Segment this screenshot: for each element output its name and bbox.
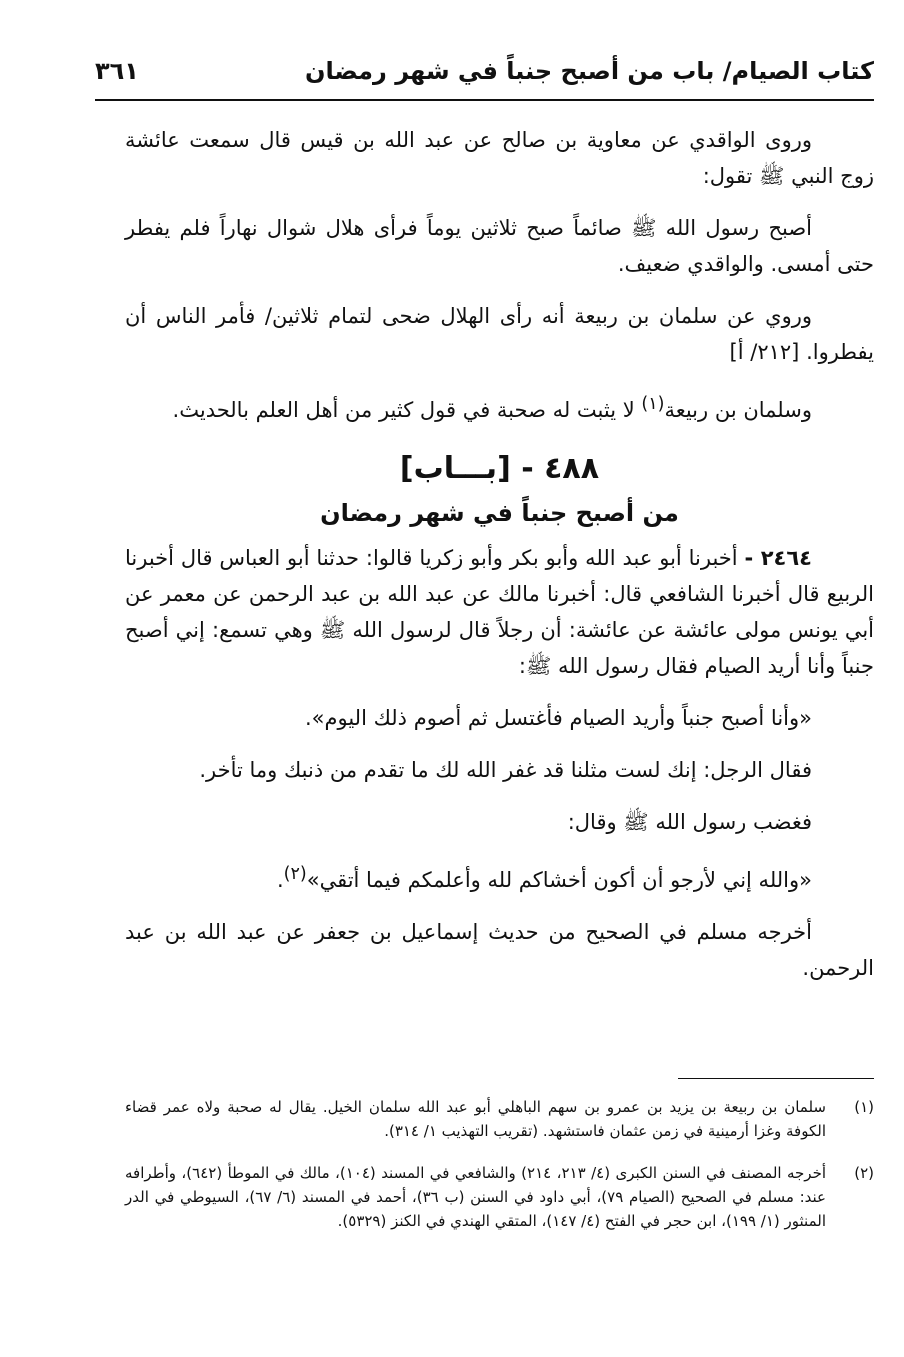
hadith-isnad-text: أخبرنا أبو عبد الله وأبو بكر وأبو زكريا قالوا: حدثنا أبو العباس قال أخبرنا الربيع قال أخبرنا الشافعي قال: أخبرنا مالك عن عبد الله بن عبد الرحمن عن معمر عن أبي يونس مولى عائشة عن عائشة: أن رجلاً قال لرسول الله ﷺ وهي تسمع: إني أصبح جنباً وأنا أريد الصيام فقال رسول الله ﷺ: bbox=[125, 546, 874, 678]
paragraph-salman-companionship bbox=[125, 386, 874, 428]
footnote-1-text: سلمان بن ربيعة بن يزيد بن عمرو بن سهم الباهلي أبو عبد الله سلمان الخيل. يقال له صحبة ولاه عمر قضاء الكوفة وغزا أرمينية في زمن عثمان فاستشهد. (تقريب التهذيب ١/ ٣١٤). bbox=[125, 1098, 826, 1140]
running-header bbox=[95, 55, 874, 101]
hadith-number: ٢٤٦٤ - bbox=[744, 546, 812, 570]
takhrij-paragraph: أخرجه مسلم في الصحيح من حديث إسماعيل بن جعفر عن عبد الله بن عبد الرحمن. bbox=[125, 920, 874, 980]
salman-report-text: وروي عن سلمان بن ربيعة أنه رأى الهلال ضحى لتمام ثلاثين/ فأمر الناس أن يفطروا. bbox=[125, 304, 874, 364]
footnote-1-mark: (١) bbox=[854, 1098, 874, 1116]
hadith-quote-2-end: . bbox=[276, 868, 284, 892]
footnotes bbox=[125, 1095, 874, 1251]
paragraph-hilal-report: أصبح رسول الله ﷺ صائماً صبح ثلاثين يوماً فرأى هلال شوال نهاراً فلم يفطر حتى أمسى. والواقدي ضعيف. bbox=[125, 216, 874, 276]
main-text bbox=[125, 122, 874, 1002]
salman-text-end: لا يثبت له صحبة في قول كثير من أهل العلم بالحديث. bbox=[172, 398, 642, 422]
chapter-title: من أصبح جنباً في شهر رمضان bbox=[320, 499, 679, 527]
paragraph-waqidi-isnad: وروى الواقدي عن معاوية بن صالح عن عبد الله بن قيس قال سمعت عائشة زوج النبي ﷺ تقول: bbox=[125, 128, 874, 188]
footnote-ref-1[interactable]: (١) bbox=[641, 394, 665, 414]
hadith-anger-line: فغضب رسول الله ﷺ وقال: bbox=[567, 810, 812, 834]
hadith-man-reply: فقال الرجل: إنك لست مثلنا قد غفر الله لك ما تقدم من ذنبك وما تأخر. bbox=[199, 758, 812, 782]
manuscript-folio-ref: [٢١٢/ أ] bbox=[729, 340, 800, 364]
hadith-isnad bbox=[125, 540, 874, 684]
footnote-2-text: أخرجه المصنف في السنن الكبرى (٤/ ٢١٣، ٢١٤) والشافعي في المسند (١٠٤)، مالك في الموطأ (٦٤٢)، وأطرافه عند: مسلم في الصحيح (الصيام ٧٩)، أبي داود في السنن (ب ٣٦)، أحمد في المسند (٦/ ٦٧)، السيوطي في الدر المنثور (١/ ١٩٩)، ابن حجر في الفتح (٤/ ١٤٧)، المتقي الهندي في الكنز (٥٣٢٩). bbox=[125, 1164, 827, 1230]
page-number: ٣٦١ bbox=[95, 57, 139, 85]
chapter-heading bbox=[125, 444, 874, 532]
footnote-2 bbox=[125, 1161, 874, 1233]
hadith-quote-2-text: «والله إني لأرجو أن أكون أخشاكم لله وأعلمكم فيما أتقي» bbox=[306, 868, 812, 892]
hadith-quote-1: «وأنا أصبح جنباً وأريد الصيام فأغتسل ثم أصوم ذلك اليوم». bbox=[304, 706, 812, 730]
footnote-2-mark: (٢) bbox=[854, 1164, 874, 1182]
salman-text-start: وسلمان بن ربيعة bbox=[664, 398, 812, 422]
footnote-separator bbox=[678, 1078, 874, 1079]
chapter-number: ٤٨٨ - [بـــاب] bbox=[399, 451, 600, 486]
footnote-1 bbox=[125, 1095, 874, 1143]
footnote-ref-2[interactable]: (٢) bbox=[283, 864, 307, 884]
hadith-quote-2 bbox=[125, 856, 874, 898]
header-title: كتاب الصيام/ باب من أصبح جنباً في شهر رمضان bbox=[305, 57, 874, 85]
paragraph-salman-report bbox=[125, 298, 874, 370]
